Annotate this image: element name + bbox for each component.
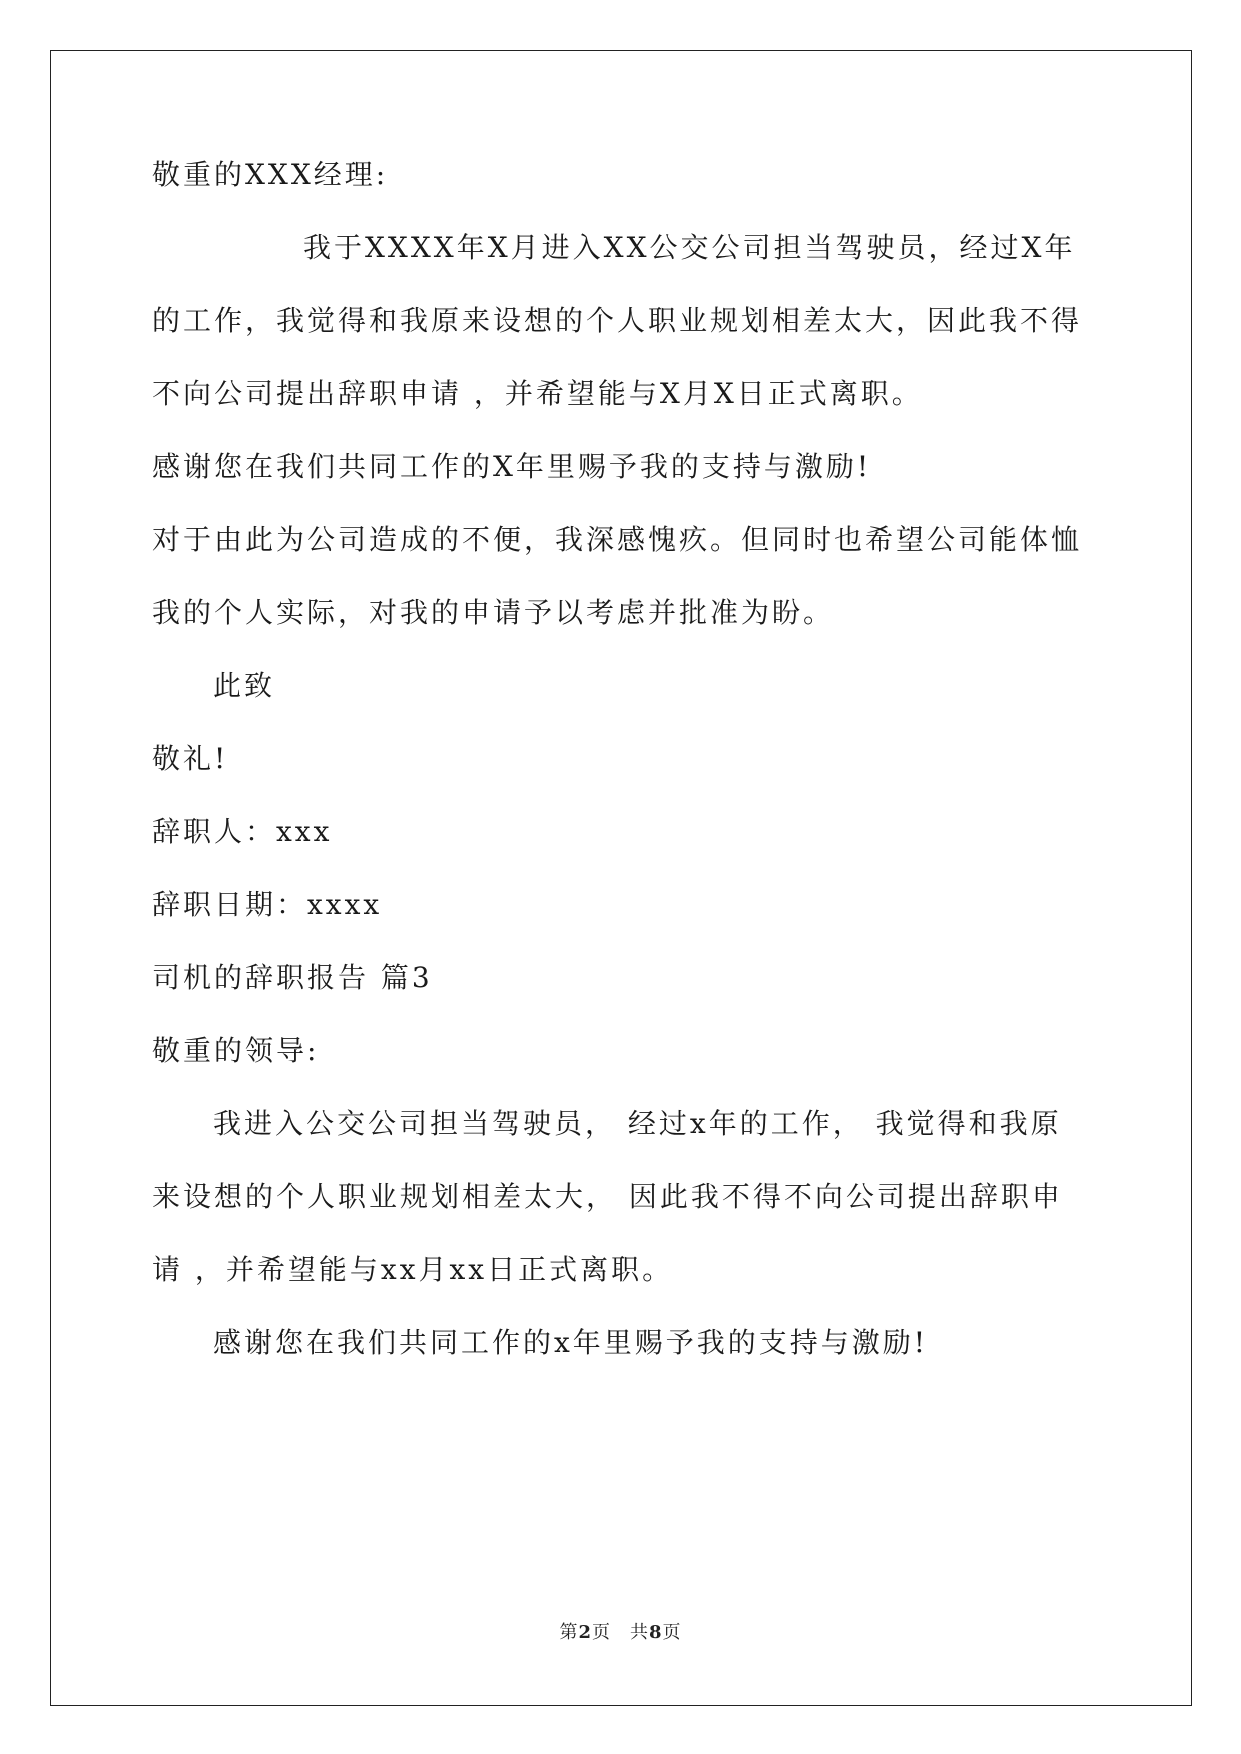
paragraph-line: 感谢您在我们共同工作的x年里赐予我的支持与激励! [213,1326,929,1359]
paragraph-line: 请 ，并希望能与xx月xx日正式离职。 [152,1253,674,1286]
paragraph-line: 感谢您在我们共同工作的X年里赐予我的支持与激励! [152,450,872,483]
paragraph-line: 的工作，我觉得和我原来设想的个人职业规划相差太大，因此我不得 [152,304,1083,337]
page-footer [0,1618,1241,1644]
closing-jingli: 敬礼! [152,742,229,775]
page-suffix: 页 [662,1622,682,1643]
page-border [50,50,1192,1706]
page-total: 8 [649,1622,663,1643]
paragraph-line: 我于XXXX年X月进入XX公交公司担当驾驶员，经过X年 [303,231,1076,264]
page-current: 2 [578,1622,592,1643]
paragraph-line: 不向公司提出辞职申请 ，并希望能与X月X日正式离职。 [152,377,923,410]
resignation-date: 辞职日期：xxxx [152,888,383,921]
section-heading: 司机的辞职报告 篇3 [152,961,433,994]
salutation-2: 敬重的领导: [152,1034,320,1067]
paragraph-line: 我的个人实际，对我的申请予以考虑并批准为盼。 [152,596,835,629]
page-mid: 页 共 [592,1622,649,1643]
paragraph-line: 对于由此为公司造成的不便，我深感愧疚。但同时也希望公司能体恤 [152,523,1083,556]
page-prefix: 第 [559,1622,579,1643]
paragraph-line: 来设想的个人职业规划相差太大， 因此我不得不向公司提出辞职申 [152,1180,1063,1213]
resigner-name: 辞职人：xxx [152,815,333,848]
closing-cizhi: 此致 [213,669,276,702]
salutation: 敬重的XXX经理: [152,158,389,191]
paragraph-line: 我进入公交公司担当驾驶员， 经过x年的工作， 我觉得和我原 [213,1107,1062,1140]
